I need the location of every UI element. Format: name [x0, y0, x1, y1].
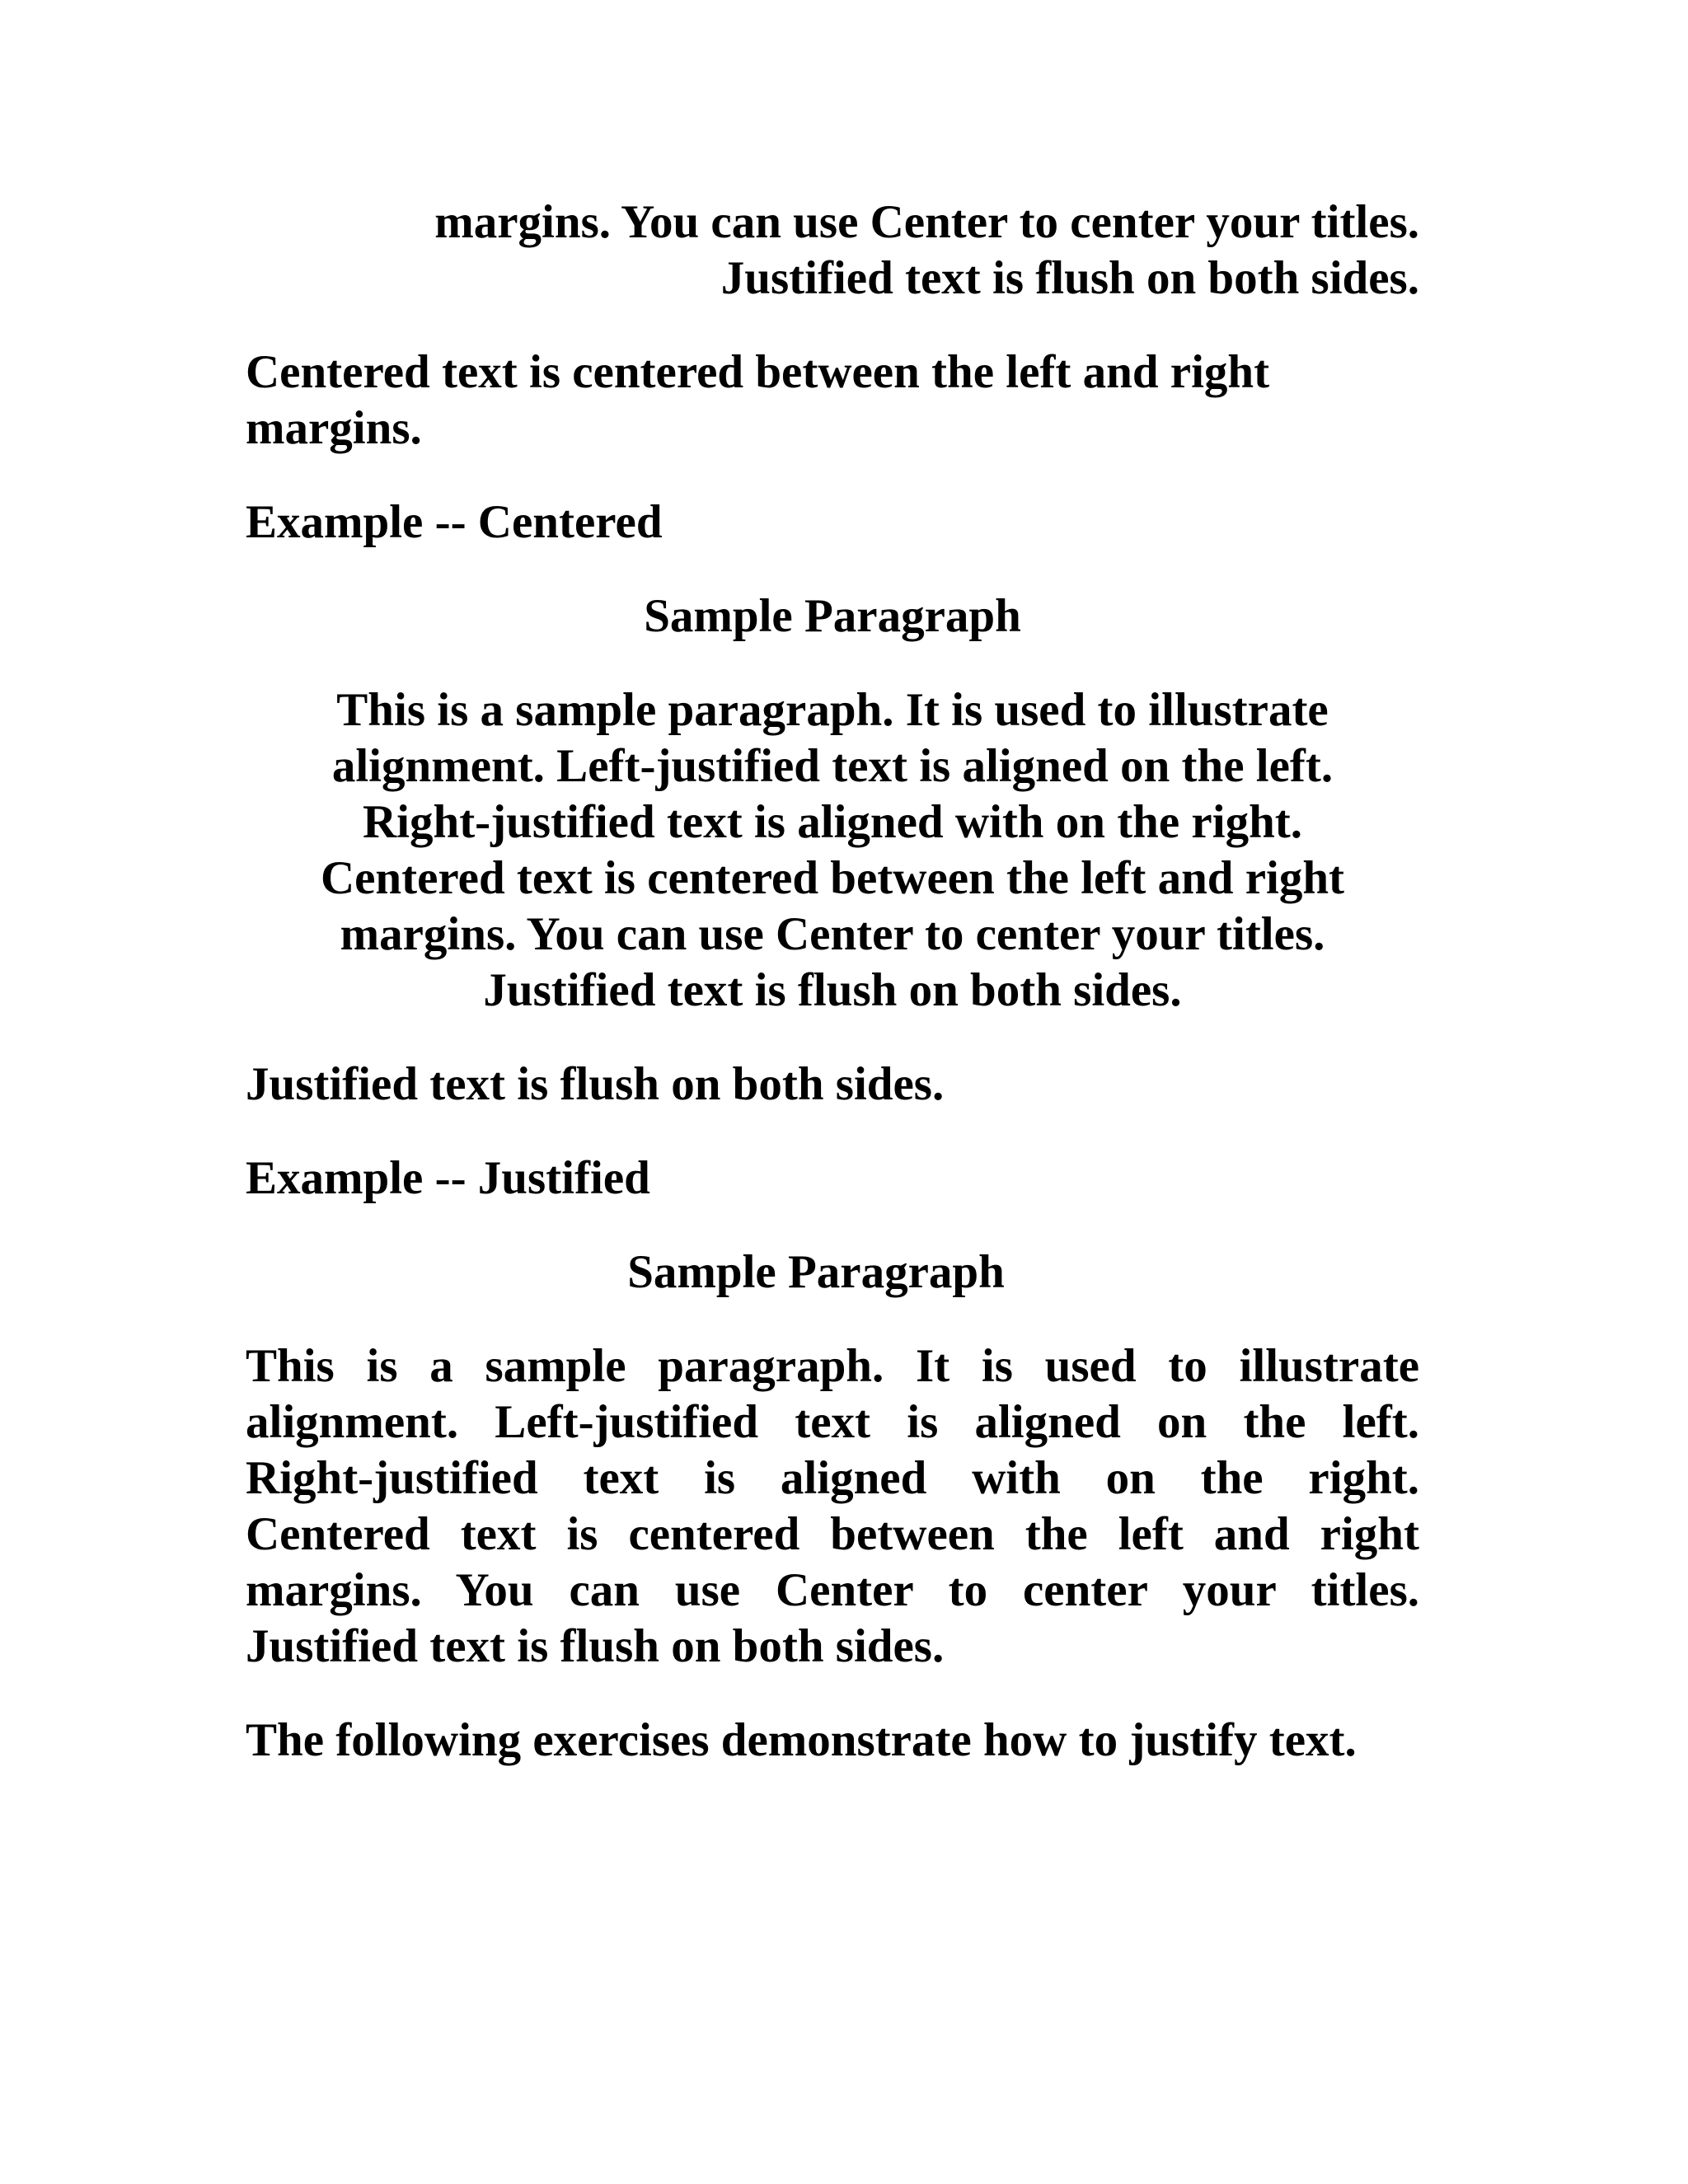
paragraph-line: Justified text is flush on both sides. [720, 252, 1419, 304]
paragraph-line: Right-justified text is aligned with on the right. [246, 1452, 1419, 1504]
paragraph-line: Justified text is flush on both sides. [483, 964, 1182, 1016]
sample-paragraph-title-justified [246, 1244, 1419, 1301]
paragraph-line: Justified text is flush on both sides. [246, 1620, 945, 1672]
paragraph-line: This is a sample paragraph. It is used to illustrate [246, 1340, 1419, 1392]
paragraph-line: margins. You can use Center to center your titles. [246, 1564, 1419, 1616]
paragraph-line: alignment. Left-justified text is aligned on the left. [331, 740, 1334, 792]
centered-description [246, 344, 1419, 457]
sample-paragraph-title-centered [246, 588, 1419, 644]
title-text: Sample Paragraph [644, 590, 1021, 642]
heading-text: Example -- Centered [246, 496, 663, 548]
paragraph-line: This is a sample paragraph. It is used to illustrate [336, 684, 1329, 736]
paragraph-line: Centered text is centered between the left and right [246, 346, 1270, 398]
example-centered-heading [246, 494, 1419, 551]
paragraph-line: margins. You can use Center to center your titles. [434, 196, 1419, 248]
right-aligned-paragraph [246, 194, 1419, 307]
title-text: Sample Paragraph [627, 1246, 1005, 1298]
paragraph-line: Right-justified text is aligned with on the right. [363, 796, 1302, 848]
closing-paragraph [246, 1713, 1419, 1769]
paragraph-line: margins. [246, 402, 422, 454]
justified-description [246, 1057, 1419, 1113]
paragraph-line: Centered text is centered between the left and right [246, 1508, 1419, 1560]
paragraph-line: The following exercises demonstrate how to justify text. [246, 1714, 1357, 1766]
paragraph-line: Justified text is flush on both sides. [246, 1058, 945, 1110]
centered-sample-paragraph [246, 682, 1419, 1019]
heading-text: Example -- Justified [246, 1152, 650, 1204]
paragraph-line: alignment. Left-justified text is aligned on the left. [246, 1396, 1419, 1448]
justified-sample-paragraph [246, 1338, 1419, 1675]
paragraph-line: margins. You can use Center to center your titles. [340, 908, 1325, 960]
paragraph-line: Centered text is centered between the left and right [320, 852, 1345, 904]
example-justified-heading [246, 1151, 1419, 1207]
page-content [246, 194, 1419, 1769]
